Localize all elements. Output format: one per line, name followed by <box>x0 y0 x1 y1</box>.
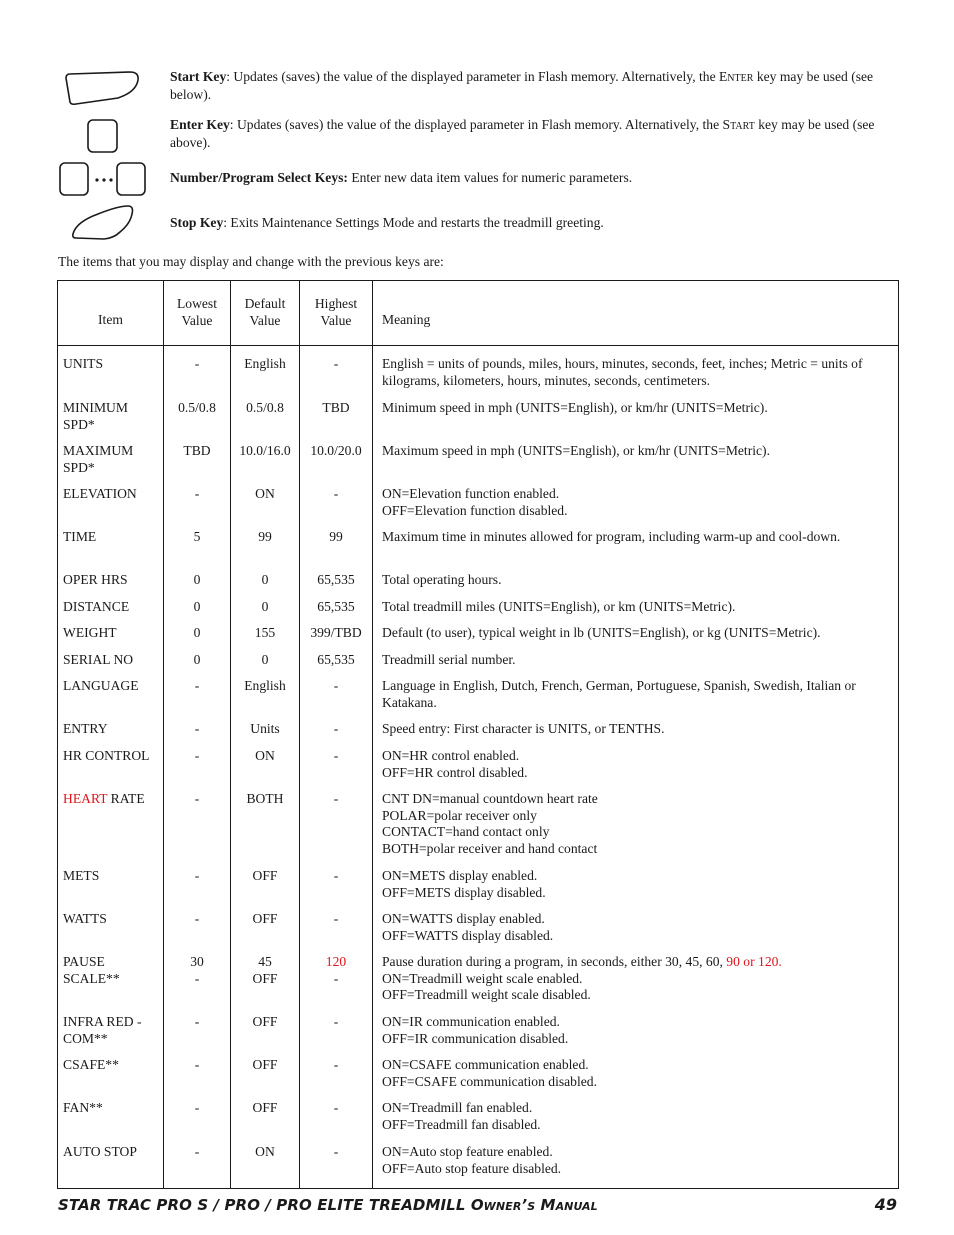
cell-highest: - <box>300 791 373 868</box>
cell-default: OFF <box>231 868 300 911</box>
cell-meaning: Speed entry: First character is UNITS, or TENTHS. <box>373 721 899 748</box>
cell-meaning <box>373 954 899 1014</box>
cell-meaning: Language in English, Dutch, French, German, Portuguese, Spanish, Swedish, Italian or Katakana. <box>373 678 899 721</box>
cell-meaning: Minimum speed in mph (UNITS=English), or km/hr (UNITS=Metric). <box>373 400 899 443</box>
table-row <box>58 868 899 911</box>
cell-lowest: - <box>164 868 231 911</box>
cell-meaning: ON=Elevation function enabled. OFF=Elevation function disabled. <box>373 486 899 529</box>
cell-item: AUTO STOP <box>63 1144 137 1159</box>
cell-default: OFF <box>231 911 300 954</box>
cell-item <box>58 791 164 868</box>
header-highest: Highest Value <box>300 281 373 346</box>
cell-default: OFF <box>231 1014 300 1057</box>
table-row <box>58 954 899 1014</box>
table-row <box>58 572 899 599</box>
cell-meaning: ON=METS display enabled. OFF=METS display disabled. <box>373 868 899 911</box>
cell-default: OFF <box>231 1057 300 1100</box>
stop-key-icon <box>68 202 138 244</box>
cell-highest: 65,535 <box>300 599 373 625</box>
cell-lowest: 5 <box>164 529 231 572</box>
cell-item: METS <box>63 868 100 883</box>
table-row <box>58 346 899 401</box>
cell-meaning: Treadmill serial number. <box>373 652 899 678</box>
cell-item: MAXIMUM SPD* <box>63 443 134 475</box>
cell-meaning: CNT DN=manual countdown heart rate POLAR=polar receiver only CONTACT=hand contact only BOTH=polar receiver and hand contact <box>373 791 899 868</box>
header-item: Item <box>58 281 164 346</box>
cell-default: 99 <box>231 529 300 572</box>
cell-default: 0 <box>231 572 300 599</box>
cell-item: INFRA RED - COM** <box>63 1014 142 1046</box>
cell-item: WEIGHT <box>63 625 117 640</box>
cell-lowest: - <box>164 1144 231 1189</box>
highest-label: - <box>333 970 339 986</box>
cell-meaning: Total operating hours. <box>373 572 899 599</box>
cell-highest: - <box>300 911 373 954</box>
cell-item: SERIAL NO <box>63 652 134 667</box>
cell-lowest: - <box>164 1014 231 1057</box>
highest-highlight: 120 <box>325 954 347 969</box>
cell-item: MINIMUM SPD* <box>63 400 128 432</box>
cell-default: ON <box>231 748 300 791</box>
cell-meaning: Maximum time in minutes allowed for program, including warm-up and cool-down. <box>373 529 899 572</box>
table-row <box>58 721 899 748</box>
cell-highest: - <box>300 678 373 721</box>
cell-highest: 65,535 <box>300 572 373 599</box>
meaning-highlight: 90 or 120. <box>722 954 782 969</box>
cell-highest: - <box>300 868 373 911</box>
table-row <box>58 652 899 678</box>
number-keys-description: Number/Program Select Keys: Enter new data item values for numeric parameters. <box>170 170 633 185</box>
cell-lowest: - <box>164 1100 231 1144</box>
cell-item: CSAFE** <box>63 1057 119 1072</box>
table-row <box>58 1057 899 1100</box>
cell-default: 10.0/16.0 <box>231 443 300 486</box>
cell-lowest: - <box>164 721 231 748</box>
cell-lowest: 0.5/0.8 <box>164 400 231 443</box>
cell-item: HR CONTROL <box>63 748 150 763</box>
cell-meaning: Maximum speed in mph (UNITS=English), or km/hr (UNITS=Metric). <box>373 443 899 486</box>
enter-key-icon <box>85 118 121 154</box>
cell-item: DISTANCE <box>63 599 130 614</box>
cell-highest: 399/TBD <box>300 625 373 652</box>
cell-lowest: 0 <box>164 625 231 652</box>
cell-default: OFF <box>231 1100 300 1144</box>
cell-item: PAUSE SCALE** <box>63 954 120 986</box>
cell-lowest: TBD <box>164 443 231 486</box>
table-row <box>58 400 899 443</box>
cell-lowest: 0 <box>164 652 231 678</box>
cell-item: TIME <box>63 529 97 544</box>
cell-item: ELEVATION <box>63 486 137 501</box>
cell-default: 45 OFF <box>231 954 300 1014</box>
table-row <box>58 599 899 625</box>
intro-text: The items that you may display and change with the previous keys are: <box>58 254 444 269</box>
page-number: 49 <box>874 1195 897 1214</box>
table-row <box>58 678 899 721</box>
cell-default: ON <box>231 486 300 529</box>
cell-highest: - <box>300 1057 373 1100</box>
table-row <box>58 1100 899 1144</box>
cell-default: 155 <box>231 625 300 652</box>
cell-highest: 99 <box>300 529 373 572</box>
cell-default: 0.5/0.8 <box>231 400 300 443</box>
start-key-icon <box>60 68 142 108</box>
header-lowest: Lowest Value <box>164 281 231 346</box>
number-keys-icon <box>58 160 150 198</box>
cell-lowest: - <box>164 346 231 401</box>
cell-highest: - <box>300 1144 373 1189</box>
stop-key-description: Stop Key: Exits Maintenance Settings Mode and restarts the treadmill greeting. <box>170 215 604 230</box>
cell-item: LANGUAGE <box>63 678 139 693</box>
cell-highest: - <box>300 346 373 401</box>
table-row <box>58 748 899 791</box>
cell-lowest: - <box>164 748 231 791</box>
cell-item: WATTS <box>63 911 107 926</box>
table-row <box>58 1144 899 1189</box>
cell-default: BOTH <box>231 791 300 868</box>
cell-meaning: Default (to user), typical weight in lb (UNITS=English), or kg (UNITS=Metric). <box>373 625 899 652</box>
cell-item: FAN** <box>63 1100 103 1115</box>
cell-item: OPER HRS <box>63 572 128 587</box>
cell-highest: - <box>300 748 373 791</box>
cell-highest: - <box>300 1014 373 1057</box>
cell-lowest: 0 <box>164 599 231 625</box>
header-meaning: Meaning <box>373 281 899 346</box>
cell-highest: TBD <box>300 400 373 443</box>
table-row <box>58 486 899 529</box>
table-row <box>58 529 899 572</box>
cell-lowest: 30 - <box>164 954 231 1014</box>
cell-lowest: - <box>164 1057 231 1100</box>
table-row <box>58 443 899 486</box>
cell-meaning: ON=Treadmill fan enabled. OFF=Treadmill fan disabled. <box>373 1100 899 1144</box>
table-row <box>58 1014 899 1057</box>
cell-item: UNITS <box>63 356 104 371</box>
cell-default: ON <box>231 1144 300 1189</box>
cell-meaning: ON=HR control enabled. OFF=HR control disabled. <box>373 748 899 791</box>
cell-highest: - <box>300 1100 373 1144</box>
cell-highest: - <box>300 721 373 748</box>
item-label: RATE <box>110 791 145 806</box>
cell-lowest: - <box>164 911 231 954</box>
table-row <box>58 791 899 868</box>
meaning-text: Pause duration during a program, in seconds, either 30, 45, 60, <box>382 954 723 969</box>
cell-default: Units <box>231 721 300 748</box>
cell-highest: - <box>300 486 373 529</box>
meaning-text: ON=Treadmill weight scale enabled. OFF=Treadmill weight scale disabled. <box>382 970 591 1003</box>
start-key-description: Start Key: Updates (saves) the value of the displayed parameter in Flash memory. Alternatively, the Enter key may be used (see below). <box>170 69 874 102</box>
cell-default: English <box>231 678 300 721</box>
cell-highest: 10.0/20.0 <box>300 443 373 486</box>
cell-lowest: 0 <box>164 572 231 599</box>
cell-highest: 65,535 <box>300 652 373 678</box>
cell-meaning: ON=IR communication enabled. OFF=IR communication disabled. <box>373 1014 899 1057</box>
cell-lowest: - <box>164 486 231 529</box>
footer-manual-title: STAR TRAC PRO S / PRO / PRO ELITE TREADMILL Owner’s Manual <box>58 1196 598 1214</box>
cell-meaning: Total treadmill miles (UNITS=English), or km (UNITS=Metric). <box>373 599 899 625</box>
table-row <box>58 625 899 652</box>
cell-item: ENTRY <box>63 721 108 736</box>
cell-lowest: - <box>164 791 231 868</box>
cell-meaning: ON=WATTS display enabled. OFF=WATTS display disabled. <box>373 911 899 954</box>
header-default: Default Value <box>231 281 300 346</box>
table-row <box>58 911 899 954</box>
parameters-table <box>57 280 899 1189</box>
cell-meaning: English = units of pounds, miles, hours, minutes, seconds, feet, inches; Metric = units of kilograms, kilometers, hours, minutes, seconds, centimeters. <box>373 346 899 401</box>
cell-highest <box>300 954 373 1014</box>
enter-key-description: Enter Key: Updates (saves) the value of the displayed parameter in Flash memory. Alternatively, the Start key may be used (see above). <box>170 117 875 150</box>
item-highlight: HEART <box>63 791 108 806</box>
cell-lowest: - <box>164 678 231 721</box>
cell-default: English <box>231 346 300 401</box>
cell-meaning: ON=CSAFE communication enabled. OFF=CSAFE communication disabled. <box>373 1057 899 1100</box>
table-header-row <box>58 281 899 346</box>
cell-default: 0 <box>231 599 300 625</box>
cell-meaning: ON=Auto stop feature enabled. OFF=Auto stop feature disabled. <box>373 1144 899 1189</box>
cell-default: 0 <box>231 652 300 678</box>
